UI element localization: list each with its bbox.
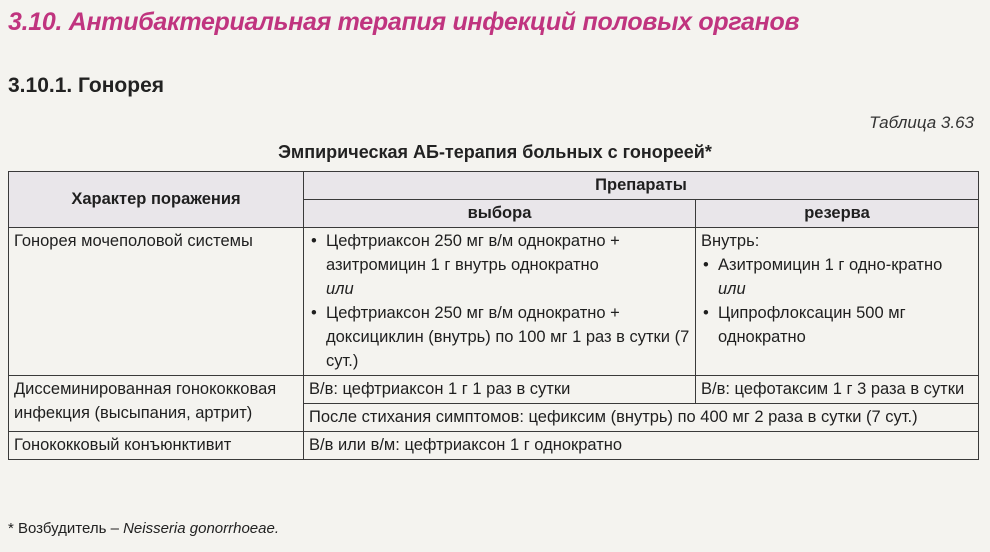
- row1-reserve: [696, 228, 979, 376]
- row3-therapy: В/в или в/м: цефтриаксон 1 г однократно: [304, 432, 979, 460]
- header-drugs: Препараты: [304, 172, 979, 200]
- row2-condition: Диссеминированная гонококковая инфекция (высыпания, артрит): [9, 376, 304, 432]
- list-item: • Цефтриаксон 250 мг в/м однократно + азитромицин 1 г внутрь однократно или: [309, 229, 690, 301]
- header-reserve: резерва: [696, 200, 979, 228]
- list-item: • Азитромицин 1 г одно-кратно или: [701, 253, 973, 301]
- header-choice: выбора: [304, 200, 696, 228]
- section-title: 3.10. Антибактериальная терапия инфекций половых органов: [8, 8, 800, 36]
- table-row: [9, 432, 979, 460]
- row1-condition: Гонорея мочеполовой системы: [9, 228, 304, 376]
- table-number: Таблица 3.63: [869, 113, 974, 132]
- row2-choice: В/в: цефтриаксон 1 г 1 раз в сутки: [304, 376, 696, 404]
- subsection-title: 3.10.1. Гонорея: [8, 74, 165, 97]
- list-item: • Цефтриаксон 250 мг в/м однократно + доксициклин (внутрь) по 100 мг 1 раз в сутки (7 сут.): [309, 301, 690, 373]
- table-row: [9, 228, 979, 376]
- header-character: Характер поражения: [9, 172, 304, 228]
- row3-condition: Гонококковый конъюнктивит: [9, 432, 304, 460]
- row2-after: После стихания симптомов: цефиксим (внутрь) по 400 мг 2 раза в сутки (7 сут.): [304, 404, 979, 432]
- table-caption: Эмпирическая АБ-терапия больных с гонореей*: [278, 142, 712, 162]
- row2-reserve: В/в: цефотаксим 1 г 3 раза в сутки: [696, 376, 979, 404]
- row1-choice: [304, 228, 696, 376]
- reserve-intro: Внутрь:: [701, 232, 760, 250]
- footnote: * Возбудитель – Neisseria gonorrhoeae.: [8, 520, 280, 537]
- therapy-table: [8, 171, 979, 460]
- organism-name: Neisseria gonorrhoeae.: [123, 520, 280, 537]
- table-row: [9, 376, 979, 404]
- list-item: • Ципрофлоксацин 500 мг однократно: [701, 301, 973, 349]
